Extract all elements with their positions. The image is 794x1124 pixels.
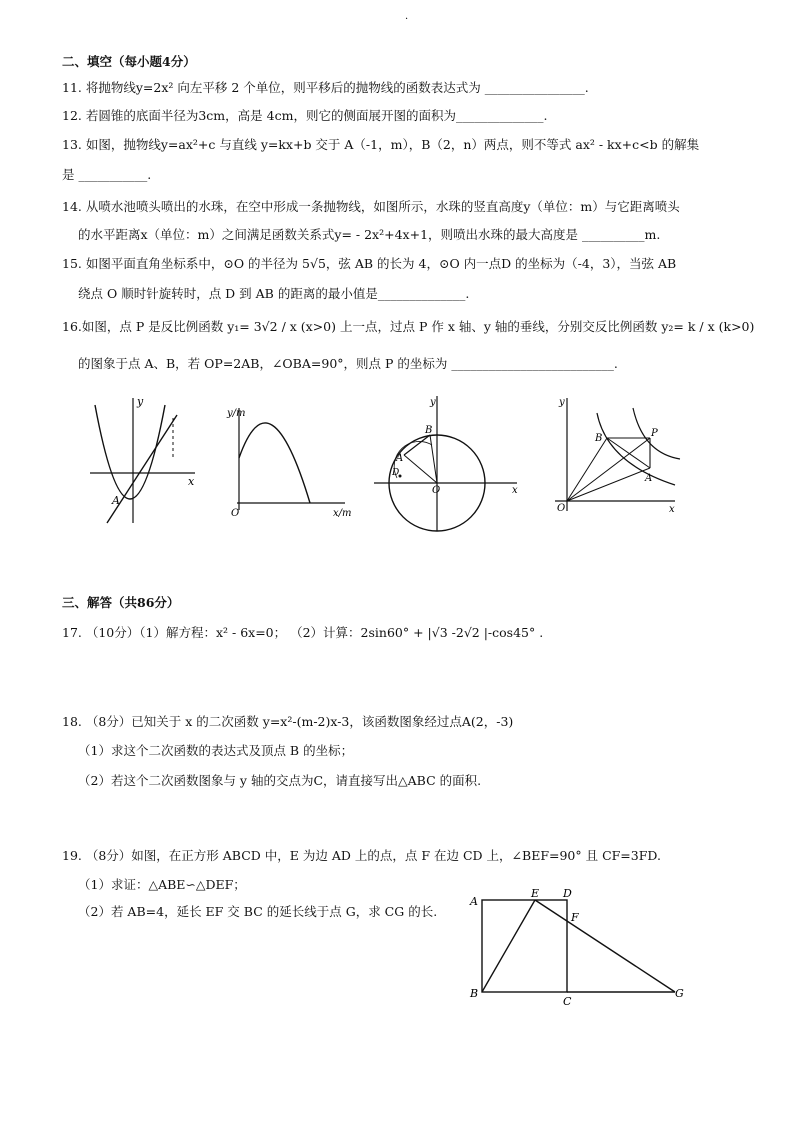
fig3-origin: O xyxy=(432,485,441,496)
fig4-x-label: x xyxy=(669,504,675,515)
question-16-line1: 16.如图，点 P 是反比例函数 y₁= 3√2 / x (x>0) 上一点，过点 P 作 x 轴、y 轴的垂线，分别交反比例函数 y₂= k / x (k>0) xyxy=(62,319,755,334)
question-18-part2: （2）若这个二次函数图象与 y 轴的交点为C，请直接写出△ABC 的面积. xyxy=(78,773,482,788)
fig5-point-a: A xyxy=(470,895,478,908)
figure-water-arc xyxy=(225,400,355,520)
fig3-x-label: x xyxy=(512,485,518,496)
figure-square xyxy=(465,885,690,1005)
fig5-point-g: G xyxy=(675,987,684,1000)
fig5-point-b: B xyxy=(470,987,479,1000)
fig4-point-p: P xyxy=(651,428,658,439)
section-answer-heading: 三、解答（共86分） xyxy=(62,595,180,610)
fig3-y-label: y xyxy=(430,397,436,408)
fig1-y-label: y xyxy=(137,395,144,408)
fig2-x-label: x/m xyxy=(333,508,352,519)
question-17: 17. （10分）（1）解方程：x² - 6x=0； （2）计算：2sin60° + |√3 -2√2 |-cos45° . xyxy=(62,625,544,640)
question-14-line2: 的水平距离x（单位：m）之间满足函数关系式y= - 2x²+4x+1，则喷出水珠的最大高度是 __________m. xyxy=(78,227,661,242)
question-15-line2: 绕点 O 顺时针旋转时，点 D 到 AB 的距离的最小值是______________. xyxy=(78,286,470,301)
question-16-line2: 的图象于点 A、B，若 OP=2AB，∠OBA=90°，则点 P 的坐标为 __________________________. xyxy=(78,356,618,371)
question-19-part1: （1）求证：△ABE∽△DEF； xyxy=(78,877,246,892)
fig4-y-label: y xyxy=(559,397,565,408)
question-12: 12. 若圆锥的底面半径为3cm，高是 4cm，则它的侧面展开图的面积为______________. xyxy=(62,108,548,123)
question-14-line1: 14. 从喷水池喷头喷出的水珠，在空中形成一条抛物线，如图所示，水珠的竖直高度y（单位：m）与它距离喷头 xyxy=(62,199,680,214)
fig4-point-a: A xyxy=(645,473,653,484)
question-11: 11. 将抛物线y=2x² 向左平移 2 个单位，则平移后的抛物线的函数表达式为 ________________. xyxy=(62,80,589,95)
figure-parabola-line xyxy=(85,393,200,528)
fig3-point-a: A xyxy=(396,453,404,464)
fig5-point-c: C xyxy=(563,995,572,1005)
fig2-origin: O xyxy=(231,508,240,519)
question-18: 18. （8分）已知关于 x 的二次函数 y=x²-(m-2)x-3，该函数图象经过点A(2，-3) xyxy=(62,714,514,729)
scan-mark: · xyxy=(405,14,409,25)
figure-inverse-function xyxy=(535,393,685,523)
fig2-y-label: y/m xyxy=(227,408,246,419)
question-19: 19. （8分）如图，在正方形 ABCD 中，E 为边 AD 上的点，点 F 在边 CD 上，∠BEF=90° 且 CF=3FD. xyxy=(62,848,661,863)
fig4-point-b: B xyxy=(595,433,603,444)
figure-circle xyxy=(372,393,522,533)
fig5-point-f: F xyxy=(571,911,579,924)
fig5-point-d: D xyxy=(563,887,572,900)
question-13-line2: 是 ___________. xyxy=(62,167,152,182)
fig3-point-d: D xyxy=(392,468,400,478)
fig1-point-a: A xyxy=(112,494,120,507)
question-13-line1: 13. 如图，抛物线y=ax²+c 与直线 y=kx+b 交于 A（-1，m），B（2，n）两点，则不等式 ax² - kx+c<b 的解集 xyxy=(62,137,700,152)
fig1-x-label: x xyxy=(188,475,195,488)
fig5-point-e: E xyxy=(531,887,540,900)
fig4-origin: O xyxy=(557,503,566,514)
question-18-part1: （1）求这个二次函数的表达式及顶点 B 的坐标； xyxy=(78,743,354,758)
question-15-line1: 15. 如图平面直角坐标系中，⊙O 的半径为 5√5，弦 AB 的长为 4，⊙O 内一点D 的坐标为（-4，3），当弦 AB xyxy=(62,256,677,271)
section-fill-heading: 二、填空（每小题4分） xyxy=(62,54,196,69)
fig3-point-b: B xyxy=(425,425,433,436)
question-19-part2: （2）若 AB=4，延长 EF 交 BC 的延长线于点 G，求 CG 的长. xyxy=(78,904,438,919)
